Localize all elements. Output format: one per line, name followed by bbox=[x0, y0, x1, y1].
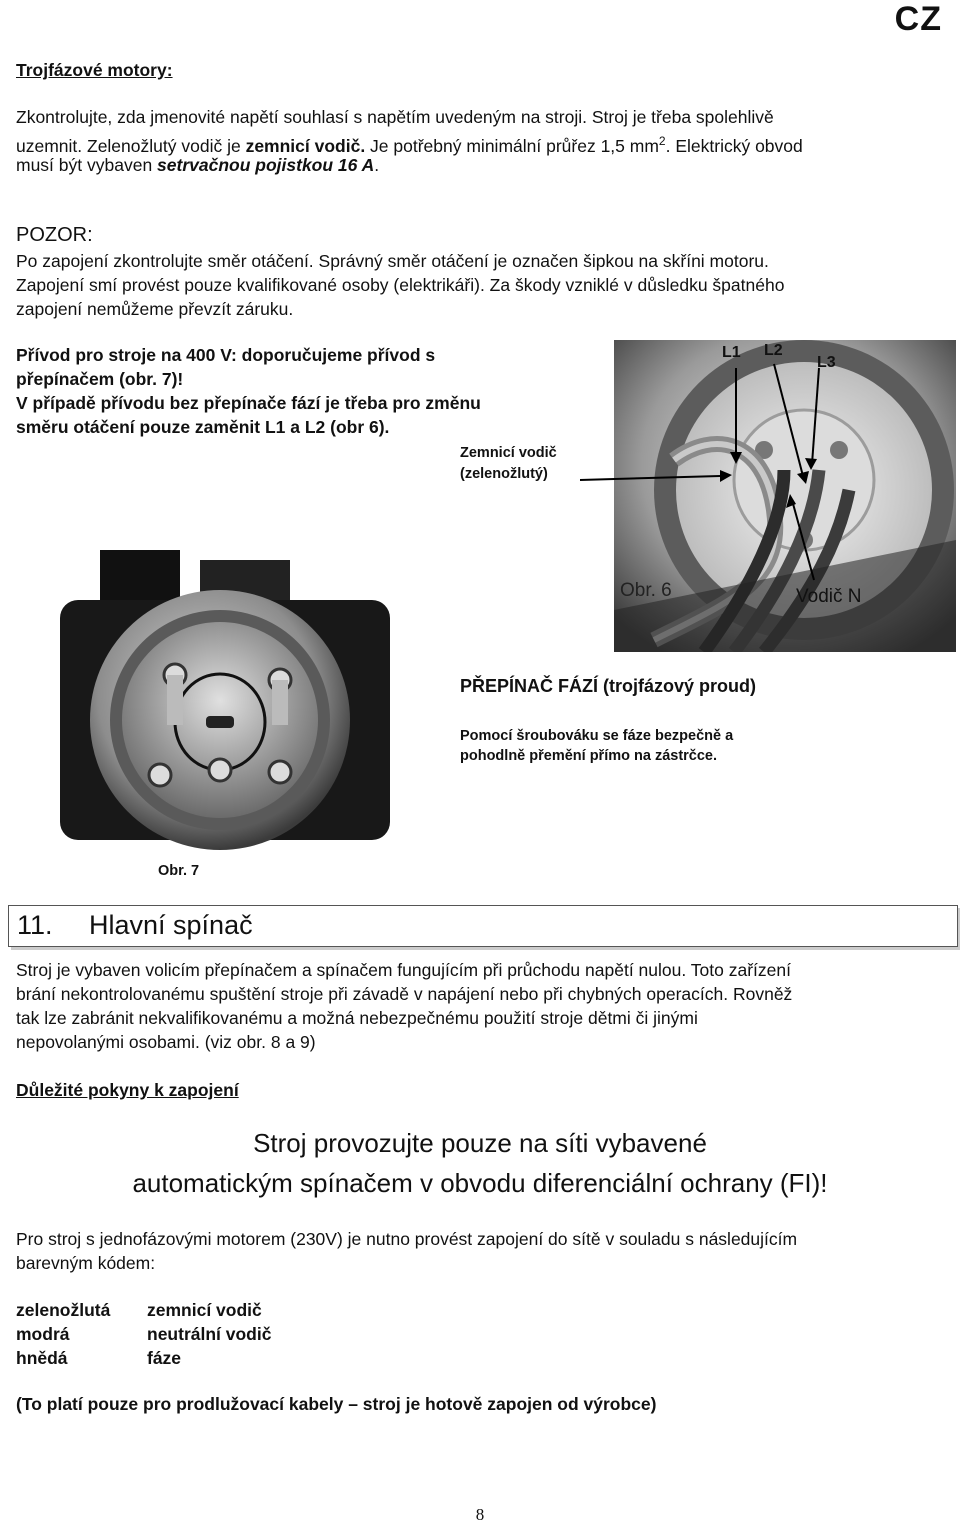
ground-wire-label-line: Zemnicí vodič bbox=[460, 445, 557, 461]
ground-wire-label-line: (zelenožlutý) bbox=[460, 466, 548, 482]
text: Je potřebný minimální průřez 1,5 mm bbox=[365, 135, 659, 156]
emphasis-fuse: setrvačnou pojistkou 16 A bbox=[157, 155, 375, 175]
color-name: modrá bbox=[16, 1324, 70, 1344]
extension-cable-note: (To platí pouze pro prodlužovací kabely – stroj je hotově zapojen od výrobce) bbox=[16, 1394, 657, 1414]
warning-line: Zapojení smí provést pouze kvalifikované osoby (elektrikáři). Za škody vzniklé v důsledku špatného bbox=[16, 275, 785, 295]
color-code-row bbox=[16, 1298, 110, 1322]
paragraph-line: tak lze zabránit nekvalifikovanému a možná nebezpečnému použití stroje dětmi či jinými bbox=[16, 1008, 698, 1028]
warning-line: zapojení nemůžeme převzít záruku. bbox=[16, 299, 294, 319]
paragraph-line: Stroj je vybaven volicím přepínačem a spínačem fungujícím při průchodu napětí nulou. Toto zařízení bbox=[16, 960, 791, 980]
ground-wire-pointer bbox=[580, 470, 740, 490]
text: . bbox=[374, 155, 380, 175]
figure-6-caption: Obr. 6 bbox=[620, 580, 672, 601]
supply-line: přepínačem (obr. 7)! bbox=[16, 369, 184, 389]
label-neutral-wire: Vodič N bbox=[796, 586, 862, 607]
color-meaning: zemnicí vodič bbox=[147, 1300, 262, 1320]
label-l1: L1 bbox=[722, 344, 741, 361]
text: musí být vybaven bbox=[16, 155, 158, 175]
supply-line: Přívod pro stroje na 400 V: doporučujeme přívod s bbox=[16, 345, 436, 365]
paragraph-line: Zkontrolujte, zda jmenovité napětí souhlasí s napětím uvedeným na stroji. Stroj je třeba spolehlivě bbox=[16, 107, 774, 127]
paragraph-line: barevným kódem: bbox=[16, 1253, 156, 1273]
paragraph-line: nepovolanými osobami. (viz obr. 8 a 9) bbox=[16, 1032, 316, 1052]
figure-6-wiring-photo bbox=[614, 340, 956, 652]
warning-big-line: Stroj provozujte pouze na síti vybavené bbox=[253, 1128, 707, 1158]
color-name: hnědá bbox=[16, 1348, 68, 1368]
warning-title: POZOR: bbox=[16, 224, 93, 246]
section-number: 11. bbox=[17, 910, 53, 940]
label-l2: L2 bbox=[764, 342, 783, 359]
color-meaning: fáze bbox=[147, 1348, 182, 1368]
plug-photo-illustration bbox=[40, 540, 420, 850]
warning-big-line: automatickým spínačem v obvodu diferenciální ochrany (FI)! bbox=[132, 1168, 828, 1198]
section-11-header bbox=[8, 905, 958, 947]
figure-7-caption: Obr. 7 bbox=[158, 863, 200, 879]
text: uzemnit. Zelenožlutý vodič je bbox=[16, 135, 246, 156]
paragraph-line: brání nekontrolovanému spuštění stroje při závadě v napájení nebo při chybných operacích. Rovněž bbox=[16, 984, 793, 1004]
wiring-photo-illustration bbox=[614, 340, 956, 652]
phase-switch-line: Pomocí šroubováku se fáze bezpečně a bbox=[460, 728, 734, 744]
connection-heading: Důležité pokyny k zapojení bbox=[16, 1080, 239, 1100]
label-l3: L3 bbox=[817, 354, 836, 371]
paragraph-line bbox=[16, 153, 379, 177]
section-heading-three-phase: Trojfázové motory: bbox=[16, 60, 173, 80]
text: . Elektrický obvod bbox=[665, 135, 803, 156]
language-code: CZ bbox=[894, 0, 942, 38]
warning-line: Po zapojení zkontrolujte směr otáčení. Správný směr otáčení je označen šipkou na skříni motoru. bbox=[16, 251, 769, 271]
figure-7-plug-photo bbox=[40, 540, 420, 850]
section-title: Hlavní spínač bbox=[89, 910, 253, 940]
phase-switch-line: pohodlně přemění přímo na zástrčce. bbox=[460, 748, 718, 764]
phase-switch-title: PŘEPÍNAČ FÁZÍ (trojfázový proud) bbox=[460, 676, 756, 696]
ground-wire-label bbox=[460, 443, 557, 485]
emphasis-ground-wire: zemnicí vodič. bbox=[245, 135, 366, 156]
superscript: 2 bbox=[658, 134, 666, 148]
paragraph-line: Pro stroj s jednofázovými motorem (230V) je nutno provést zapojení do sítě v souladu s následujícím bbox=[16, 1229, 798, 1249]
section-11-text bbox=[16, 958, 944, 1054]
supply-line: směru otáčení pouze zaměnit L1 a L2 (obr 6). bbox=[16, 417, 390, 437]
color-meaning: neutrální vodič bbox=[147, 1324, 272, 1344]
phase-switch-text bbox=[460, 726, 733, 766]
color-name: zelenožlutá bbox=[16, 1300, 111, 1320]
page-number: 8 bbox=[475, 1505, 485, 1524]
supply-line: V případě přívodu bez přepínače fází je třeba pro změnu bbox=[16, 393, 481, 413]
